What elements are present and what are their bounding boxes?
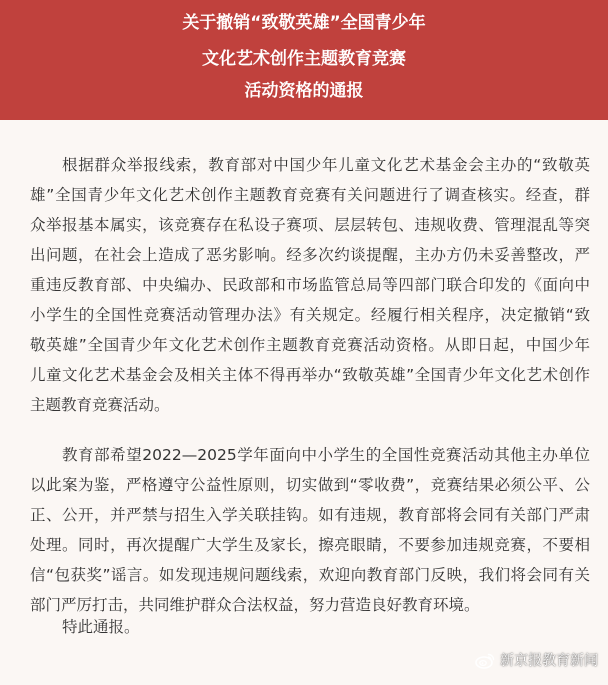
- source-watermark: [475, 649, 598, 671]
- title-line-2: 文化艺术创作主题教育竞赛: [202, 49, 406, 69]
- watermark-text: 新京报教育新闻: [500, 653, 598, 669]
- paragraph-1-line-2: 雄”全国青少年文化艺术创作主题教育竞赛有关问题进行了调查核实。经查，群: [30, 186, 590, 204]
- closing-paragraph: [30, 612, 590, 642]
- paragraph-2-line-4: 处理。同时，再次提醒广大学生及家长，擦亮眼睛，不要参加违规竞赛，不要相: [30, 536, 590, 554]
- paragraph-1-line-5: 重违反教育部、中央编办、民政部和市场监管总局等四部门联合印发的《面向中: [30, 276, 590, 294]
- paragraph-1-line-6: 小学生的全国性竞赛活动管理办法》有关规定。经履行相关程序，决定撤销“致: [30, 306, 590, 324]
- title-line-3: 活动资格的通报: [244, 81, 364, 101]
- paragraph-2-line-2: 以此案为鉴，严格遵守公益性原则，切实做到“零收费”，竞赛结果必须公平、公: [30, 476, 590, 494]
- paragraph-2: [30, 440, 590, 620]
- paragraph-1-line-3: 众举报基本属实，该竞赛存在私设子赛项、层层转包、违规收费、管理混乱等突: [30, 216, 590, 234]
- paragraph-2-line-5: 信“包获奖”谣言。如发现违规问题线索，欢迎向教育部门反映，我们将会同有关: [30, 566, 590, 584]
- paragraph-1-line-1: 根据群众举报线索，教育部对中国少年儿童文化艺术基金会主办的“致敬英: [62, 156, 590, 174]
- weibo-icon: [475, 652, 495, 669]
- paragraph-1: [30, 150, 590, 420]
- closing-line: 特此通报。: [62, 618, 140, 636]
- paragraph-2-line-6: 部门严厉打击，共同维护群众合法权益，努力营造良好教育环境。: [30, 596, 480, 614]
- paragraph-1-line-8: 儿童文化艺术基金会及相关主体不得再举办“致敬英雄”全国青少年文化艺术创作: [30, 366, 590, 384]
- header-banner: [0, 0, 608, 120]
- paragraph-1-line-7: 敬英雄”全国青少年文化艺术创作主题教育竞赛活动资格。从即日起，中国少年: [30, 336, 590, 354]
- title-line-1: 关于撤销“致敬英雄”全国青少年: [182, 13, 426, 33]
- paragraph-1-line-4: 出问题，在社会上造成了恶劣影响。经多次约谈提醒，主办方仍未妥善整改，严: [30, 246, 590, 264]
- paragraph-2-line-1: 教育部希望2022—2025学年面向中小学生的全国性竞赛活动其他主办单位: [62, 446, 590, 464]
- paragraph-1-line-9: 主题教育竞赛活动。: [30, 396, 170, 414]
- paragraph-2-line-3: 正、公开，并严禁与招生入学关联挂钩。如有违规，教育部将会同有关部门严肃: [30, 506, 590, 524]
